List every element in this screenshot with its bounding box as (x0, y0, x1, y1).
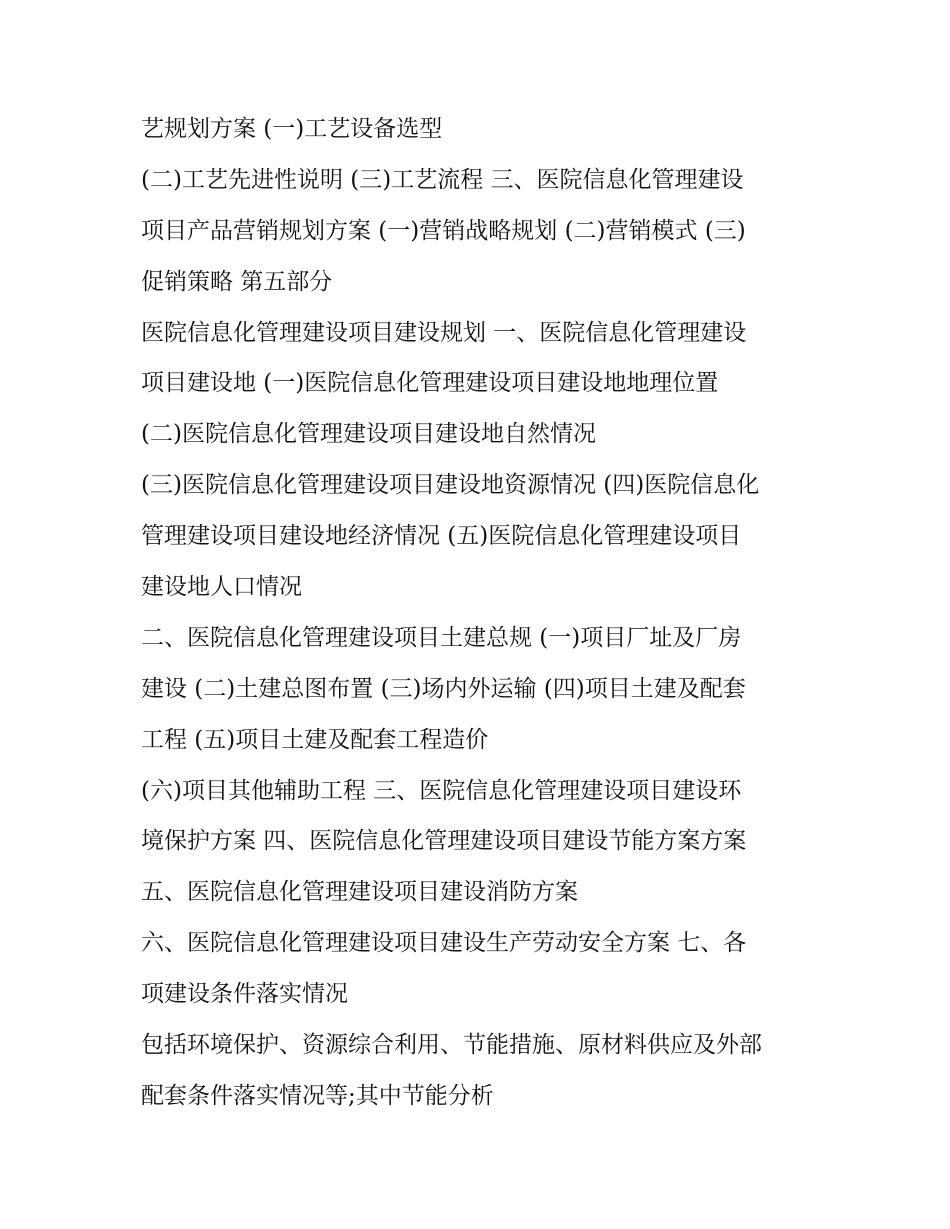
text-line: (二)工艺先进性说明 (三)工艺流程 三、医院信息化管理建设 (141, 166, 744, 193)
text-line: (二)医院信息化管理建设项目建设地自然情况 (141, 421, 596, 448)
text-line: 建设地人口情况 (141, 574, 302, 601)
text-line: (六)项目其他辅助工程 三、医院信息化管理建设项目建设环 (141, 777, 742, 804)
text-line: (三)医院信息化管理建设项目建设地资源情况 (四)医院信息化 (141, 472, 760, 499)
text-line: 二、医院信息化管理建设项目土建总规 (一)项目厂址及厂房 (141, 624, 742, 651)
text-line: 管理建设项目建设地经济情况 (五)医院信息化管理建设项目 (141, 523, 742, 550)
text-line: 艺规划方案 (一)工艺设备选型 (141, 116, 443, 142)
text-line: 工程 (五)项目土建及配套工程造价 (141, 726, 489, 753)
text-line: 五、医院信息化管理建设项目建设消防方案 (141, 879, 578, 906)
text-line: 六、医院信息化管理建设项目建设生产劳动安全方案 七、各 (141, 930, 747, 957)
text-line: 促销策略 第五部分 (141, 268, 333, 295)
text-line: 项目产品营销规划方案 (一)营销战略规划 (二)营销模式 (三) (141, 217, 746, 244)
text-line: 配套条件落实情况等;其中节能分析 (141, 1082, 494, 1109)
text-line: 项目建设地 (一)医院信息化管理建设项目建设地地理位置 (141, 370, 719, 397)
document-body (141, 104, 841, 1122)
text-line: 境保护方案 四、医院信息化管理建设项目建设节能方案方案 (141, 828, 747, 855)
text-line: 项建设条件落实情况 (141, 981, 348, 1008)
text-line: 建设 (二)土建总图布置 (三)场内外运输 (四)项目土建及配套 (141, 675, 746, 702)
text-line: 医院信息化管理建设项目建设规划 一、医院信息化管理建设 (141, 319, 747, 346)
text-line: 包括环境保护、资源综合利用、节能措施、原材料供应及外部 (141, 1032, 762, 1059)
